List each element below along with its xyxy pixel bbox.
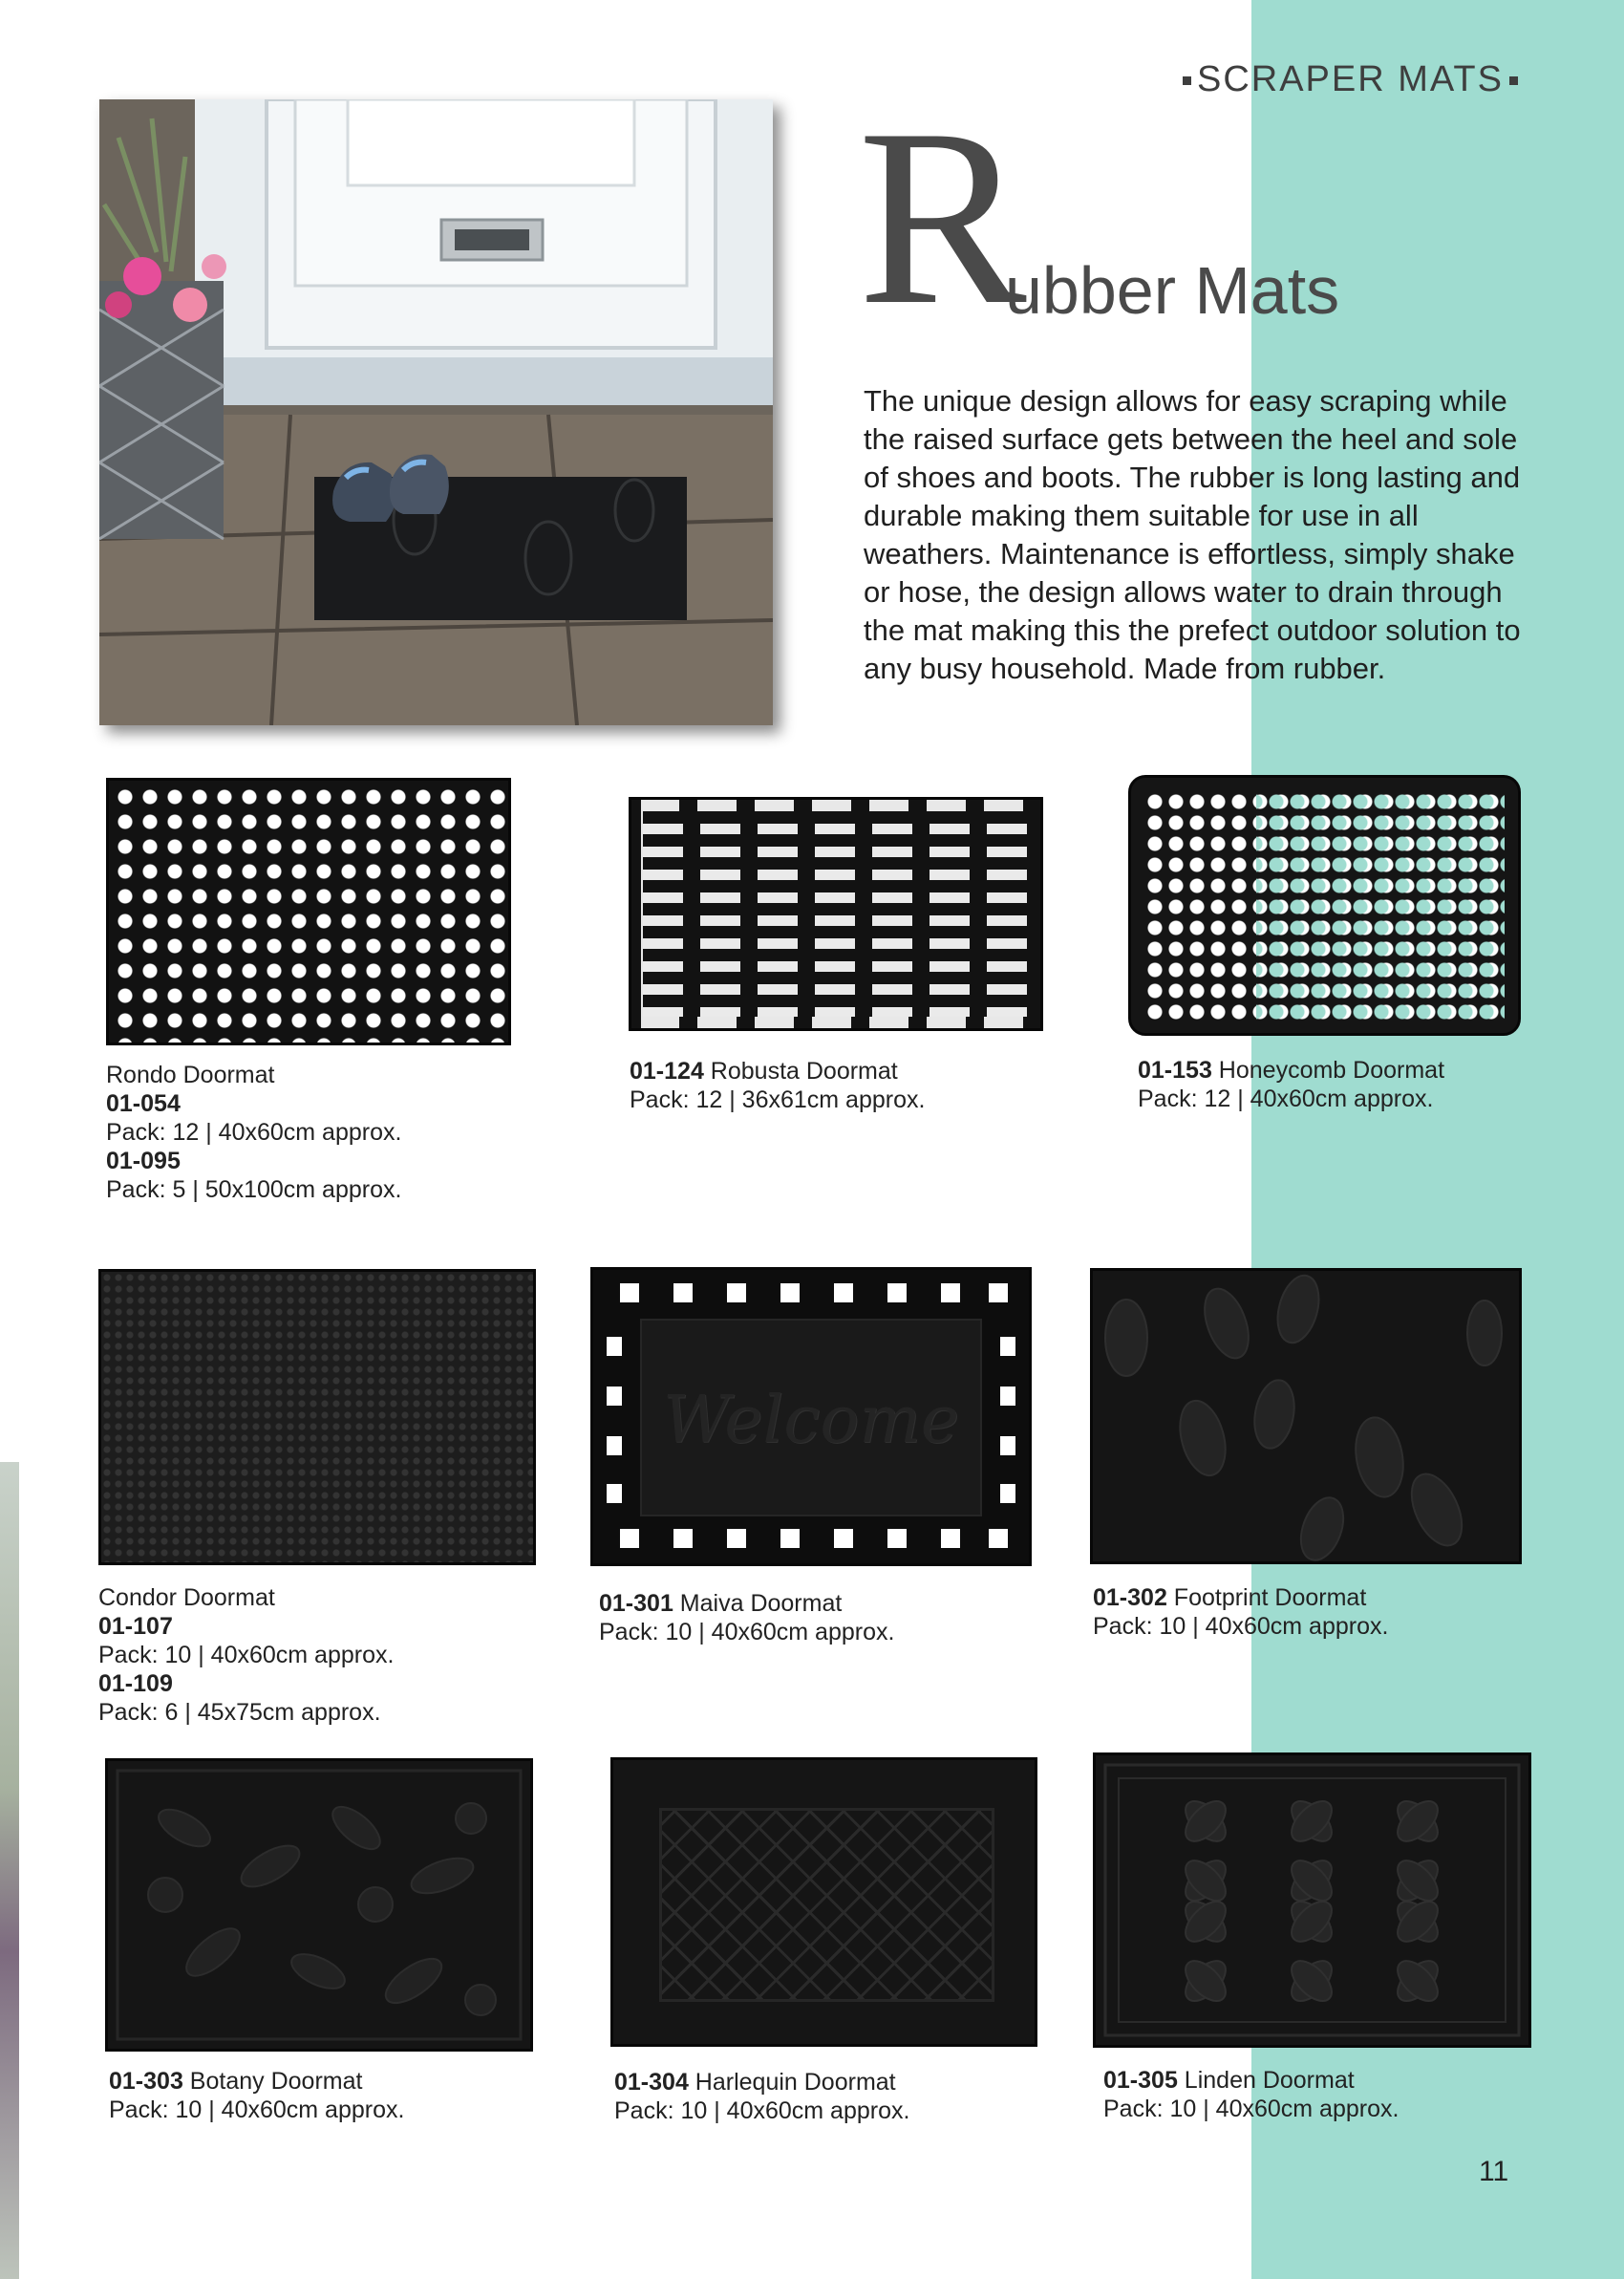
product-caption [630, 1057, 925, 1114]
linden-pattern [1096, 1755, 1528, 2045]
product-code: 01-107 [98, 1613, 173, 1640]
rondo-mat-image [106, 778, 511, 1045]
product-name: Linden Doormat [1177, 2067, 1355, 2094]
product-name: Footprint Doormat [1166, 1584, 1367, 1611]
harlequin-diamond-panel [659, 1808, 994, 2002]
product-pack: Pack: 10 | 40x60cm approx. [98, 1642, 395, 1668]
section-label: SCRAPER MATS [1177, 59, 1524, 100]
honeycomb-mat-image [1128, 775, 1521, 1036]
product-code: 01-153 [1138, 1057, 1212, 1084]
product-pack: Pack: 10 | 40x60cm approx. [109, 2096, 405, 2123]
product-pack: Pack: 12 | 36x61cm approx. [630, 1086, 926, 1113]
product-pack: Pack: 10 | 40x60cm approx. [599, 1619, 895, 1645]
product-code: 01-302 [1093, 1584, 1167, 1611]
page-number: 11 [1479, 2156, 1509, 2187]
maiva-welcome-text: Welcome [662, 1383, 960, 1458]
product-name: Rondo Doormat [106, 1062, 275, 1088]
product-pack: Pack: 10 | 40x60cm approx. [614, 2097, 910, 2124]
botany-pattern [108, 1761, 530, 2049]
product-pack: Pack: 5 | 50x100cm approx. [106, 1176, 402, 1203]
product-code: 01-305 [1103, 2067, 1178, 2094]
linden-mat-image [1093, 1752, 1531, 2048]
product-name: Condor Doormat [98, 1584, 275, 1611]
product-pack: Pack: 10 | 40x60cm approx. [1103, 2096, 1400, 2122]
botany-mat-image [105, 1758, 533, 2052]
doorstep-illustration [99, 99, 773, 725]
harlequin-mat-image [610, 1757, 1037, 2047]
product-caption [98, 1583, 394, 1727]
product-caption [109, 2067, 404, 2124]
product-caption [1093, 1583, 1388, 1641]
product-name: Robusta Doormat [703, 1058, 898, 1085]
product-code: 01-054 [106, 1090, 181, 1117]
product-code: 01-301 [599, 1590, 673, 1617]
left-edge-photo-strip [0, 1462, 19, 2279]
product-name: Harlequin Doormat [688, 2069, 896, 2096]
product-code: 01-095 [106, 1148, 181, 1174]
product-name: Honeycomb Doormat [1211, 1057, 1445, 1084]
product-name: Botany Doormat [182, 2068, 363, 2095]
product-pack: Pack: 6 | 45x75cm approx. [98, 1699, 381, 1726]
product-caption [599, 1589, 894, 1646]
robusta-mat-image [629, 797, 1043, 1031]
product-caption [614, 2068, 909, 2125]
product-caption [106, 1061, 401, 1204]
product-pack: Pack: 12 | 40x60cm approx. [1138, 1086, 1434, 1112]
product-code: 01-124 [630, 1058, 704, 1085]
product-caption [1138, 1056, 1444, 1113]
product-pack: Pack: 12 | 40x60cm approx. [106, 1119, 402, 1146]
product-code: 01-303 [109, 2068, 183, 2095]
product-code: 01-304 [614, 2069, 689, 2096]
product-code: 01-109 [98, 1670, 173, 1697]
product-pack: Pack: 10 | 40x60cm approx. [1093, 1613, 1389, 1640]
title-initial: R [858, 77, 1027, 357]
footprint-pattern [1093, 1271, 1519, 1561]
condor-mat-image [98, 1269, 536, 1565]
product-caption [1103, 2066, 1399, 2123]
product-name: Maiva Doormat [673, 1590, 843, 1617]
page-title: ubber Mats [1005, 253, 1340, 328]
hero-photo [99, 99, 773, 725]
footprint-mat-image [1090, 1268, 1522, 1564]
maiva-mat-image [590, 1267, 1032, 1566]
product-description: The unique design allows for easy scraping while the raised surface gets between the heel and sole of shoes and boots. The rubber is long lasting and durable making them suitable for use in all weathers. Maintenance is effortless, simply shake or hose, the design allows water to drain through the mat making this the prefect outdoor solution to any busy household. Made from rubber. [864, 384, 1521, 685]
